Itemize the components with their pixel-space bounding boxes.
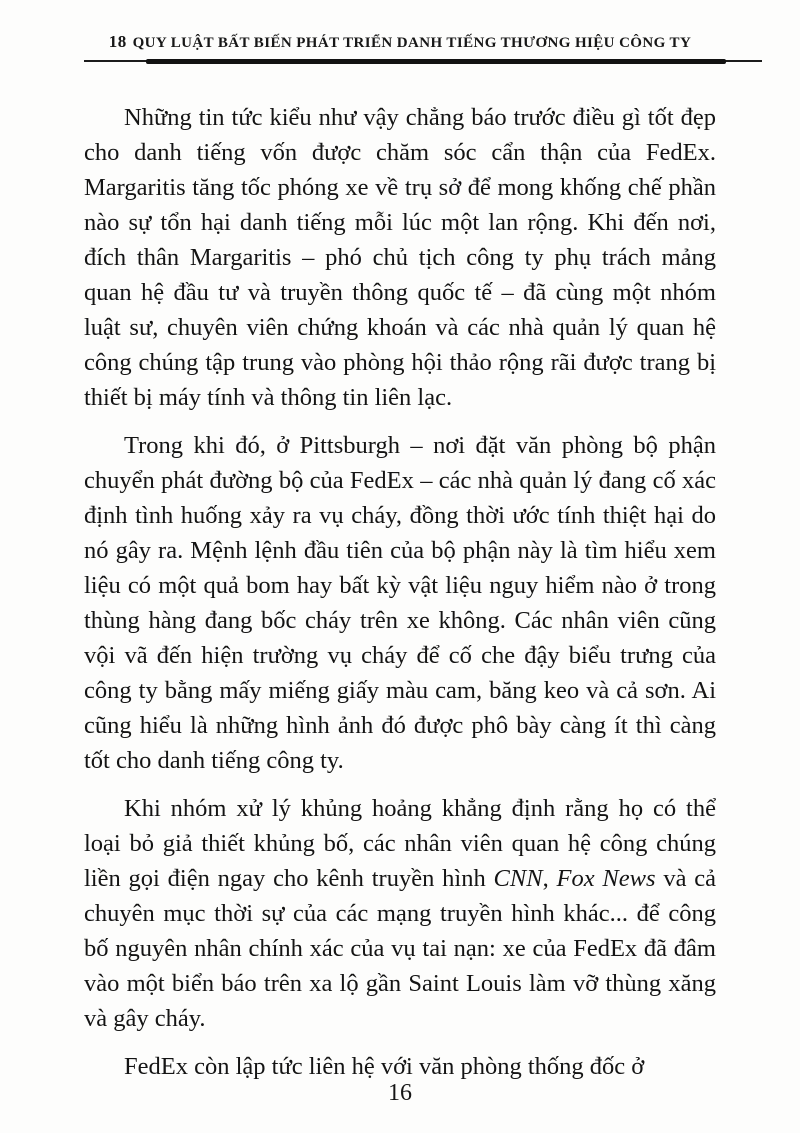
paragraph-2: Trong khi đó, ở Pittsburgh – nơi đặt văn phòng bộ phận chuyển phát đường bộ của FedEx – các nhà quản lý đang cố xác định tình huống xảy ra vụ cháy, đồng thời ước tính thiệt hại do nó gây ra. Mệnh lệnh đầu tiên của bộ phận này là tìm hiểu xem liệu có một quả bom hay bất kỳ vật liệu nguy hiểm nào ở trong thùng hàng đang bốc cháy trên xe không. Các nhân viên cũng vội vã đến hiện trường vụ cháy để cố che đậy biểu trưng của công ty bằng mấy miếng giấy màu cam, băng keo và cả sơn. Ai cũng hiểu là những hình ảnh đó được phô bày càng ít thì càng tốt cho danh tiếng công ty. [84, 432, 716, 774]
page-body [84, 100, 716, 1084]
paragraph-3 [84, 791, 716, 1036]
paragraph-4: FedEx còn lập tức liên hệ với văn phòng thống đốc ở [124, 1053, 645, 1080]
header-title-line [84, 32, 716, 52]
header-rule [84, 58, 762, 64]
paragraph-3-text-start: Khi nhóm xử lý khủng hoảng khẳng định rằng họ có thể loại bỏ giả thiết khủng bố, các nhân viên quan hệ công chúng liền gọi điện ngay cho kênh truyền hình [84, 795, 716, 892]
header-title: QUY LUẬT BẤT BIẾN PHÁT TRIỂN DANH TIẾNG THƯƠNG HIỆU CÔNG TY [132, 35, 692, 51]
page-footer [0, 1080, 800, 1107]
media-name-fox-news: Fox News [556, 865, 656, 892]
paragraph-3-separator: , [542, 865, 557, 892]
running-header [84, 32, 716, 64]
paragraph-3-text-end: và cả chuyên mục thời sự của các mạng truyền hình khác... để công bố nguyên nhân chính xác của vụ tai nạn: xe của FedEx đã đâm vào một biển báo trên xa lộ gần Saint Louis làm vỡ thùng xăng và gây cháy. [84, 865, 717, 1032]
paragraph-1: Những tin tức kiểu như vậy chẳng báo trước điều gì tốt đẹp cho danh tiếng vốn được chăm sóc cẩn thận của FedEx. Margaritis tăng tốc phóng xe về trụ sở để mong khống chế phần nào sự tổn hại danh tiếng mỗi lúc một lan rộng. Khi đến nơi, đích thân Margaritis – phó chủ tịch công ty phụ trách mảng quan hệ đầu tư và truyền thông quốc tế – đã cùng một nhóm luật sư, chuyên viên chứng khoán và các nhà quản lý quan hệ công chúng tập trung vào phòng hội thảo rộng rãi được trang bị thiết bị máy tính và thông tin liên lạc. [84, 104, 716, 411]
media-name-cnn: CNN [493, 865, 543, 892]
header-chapter-number: 18 [108, 32, 127, 51]
header-rule-thick-line [146, 59, 726, 64]
page-number: 16 [388, 1080, 412, 1106]
